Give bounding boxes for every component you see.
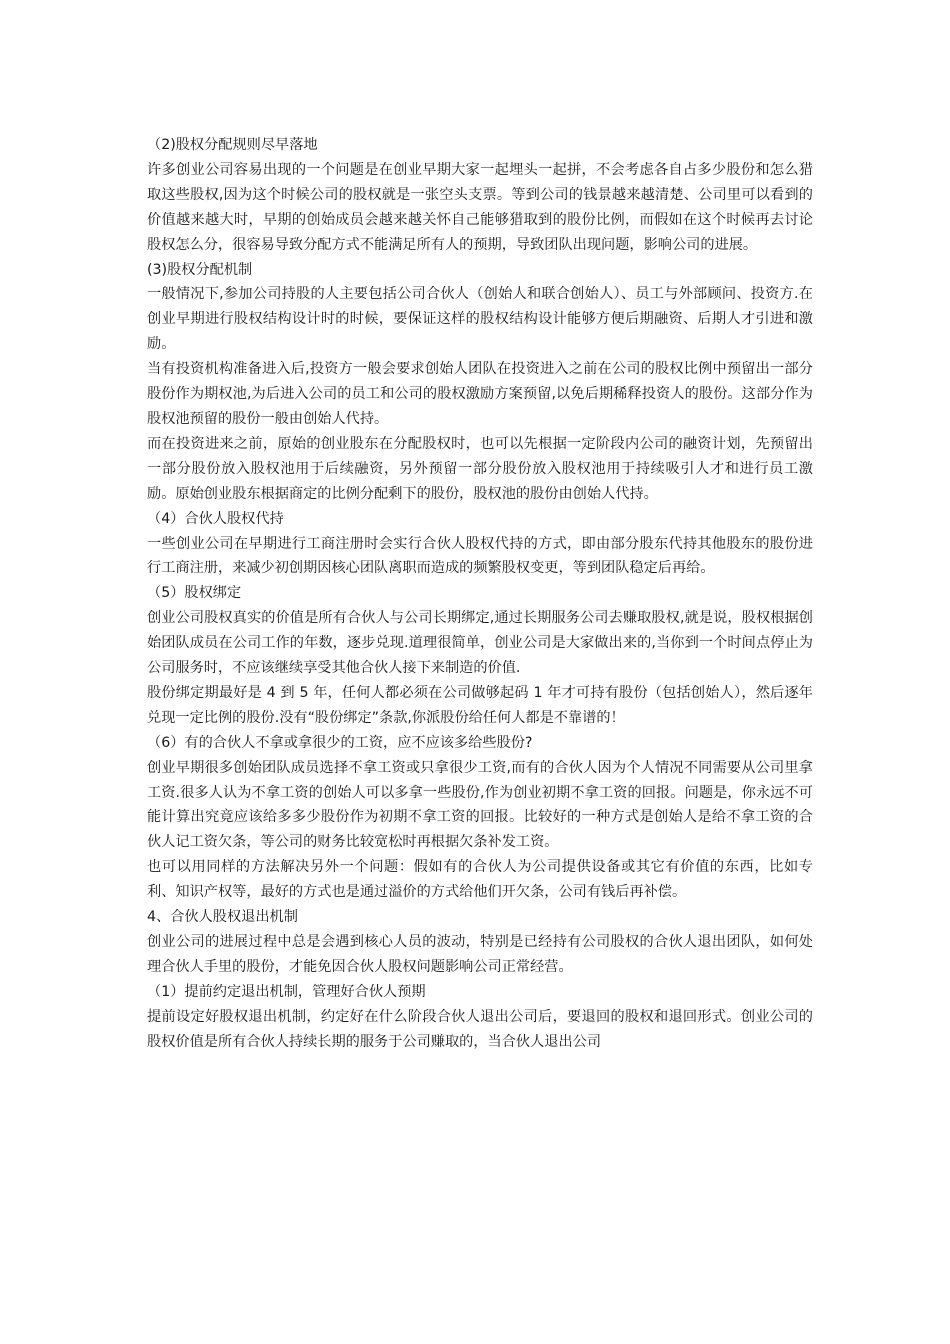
section-heading: （4）合伙人股权代持	[147, 510, 284, 527]
body-paragraph: 股份绑定期最好是 4 到 5 年，任何人都必须在公司做够起码 1 年才可持有股份（包括创始人），然后逐年兑现一定比例的股份.没有“股份绑定”条款,你派股份给任何人都是不靠谱的！	[147, 684, 813, 726]
body-paragraph: 创业早期很多创始团队成员选择不拿工资或只拿很少工资,而有的合伙人因为个人情况不同需要从公司里拿工资.很多人认为不拿工资的创始人可以多拿一些股份,作为创业初期不拿工资的回报。问题是，你永远不可能计算出究竟应该给多多少股份作为初期不拿工资的回报。比较好的一种方式是创始人是给不拿工资的合伙人记工资欠条，等公司的财务比较宽松时再根据欠条补发工资。	[147, 759, 813, 851]
section-heading: （6）有的合伙人不拿或拿很少的工资，应不应该多给些股份?	[147, 734, 533, 751]
body-paragraph: 提前设定好股权退出机制，约定好在什么阶段合伙人退出公司后，要退回的股权和退回形式。创业公司的股权价值是所有合伙人持续长期的服务于公司赚取的，当合伙人退出公司	[147, 1008, 813, 1050]
body-paragraph: 创业公司股权真实的价值是所有合伙人与公司长期绑定,通过长期服务公司去赚取股权,就是说，股权根据创始团队成员在公司工作的年数，逐步兑现.道理很简单，创业公司是大家做出来的,当你到一个时间点停止为公司服务时，不应该继续享受其他合伙人接下来制造的价值.	[147, 610, 813, 677]
section-heading: (3)股权分配机制	[147, 261, 253, 278]
body-paragraph: 而在投资进来之前，原始的创业股东在分配股权时，也可以先根据一定阶段内公司的融资计划，先预留出一部分股份放入股权池用于后续融资，另外预留一部分股份放入股权池用于持续吸引人才和进行员工激励。原始创业股东根据商定的比例分配剩下的股份，股权池的股份由创始人代持。	[147, 435, 813, 502]
body-paragraph: 也可以用同样的方法解决另外一个问题：假如有的合伙人为公司提供设备或其它有价值的东西，比如专利、知识产权等，最好的方式也是通过溢价的方式给他们开欠条，公司有钱后再补偿。	[147, 859, 813, 901]
body-paragraph: 当有投资机构准备进入后,投资方一般会要求创始人团队在投资进入之前在公司的股权比例中预留出一部分股份作为期权池,为后进入公司的员工和公司的股权激励方案预留,以免后期稀释投资人的股份。这部分作为股权池预留的股份一般由创始人代持。	[147, 361, 813, 427]
section-heading: （5）股权绑定	[147, 585, 242, 602]
body-paragraph: 一般情况下,参加公司持股的人主要包括公司合伙人（创始人和联合创始人）、员工与外部顾问、投资方.在创业早期进行股权结构设计时的时候，要保证这样的股权结构设计能够方便后期融资、后期人才引进和激励。	[147, 286, 813, 353]
section-heading: （1）提前约定退出机制，管理好合伙人预期	[147, 983, 426, 1000]
body-paragraph: 创业公司的进展过程中总是会遇到核心人员的波动，特别是已经持有公司股权的合伙人退出团队，如何处理合伙人手里的股份，才能免因合伙人股权问题影响公司正常经营。	[147, 934, 813, 975]
body-paragraph: 许多创业公司容易出现的一个问题是在创业早期大家一起埋头一起拼，不会考虑各自占多少股份和怎么猎取这些股权,因为这个时候公司的股权就是一张空头支票。等到公司的钱景越来越清楚、公司里可以看到的价值越来越大时，早期的创始成员会越来越关怀自己能够猎取到的股份比例，而假如在这个时候再去讨论股权怎么分，很容易导致分配方式不能满足所有人的预期，导致团队出现问题，影响公司的进展。	[147, 161, 813, 253]
section-heading: 4、合伙人股权退出机制	[147, 909, 298, 926]
section-heading: （2)股权分配规则尽早落地	[147, 137, 318, 153]
body-paragraph: 一些创业公司在早期进行工商注册时会实行合伙人股权代持的方式，即由部分股东代持其他股东的股份进行工商注册，来减少初创期因核心团队离职而造成的频繁股权变更，等到团队稳定后再给。	[147, 535, 813, 577]
document-body	[147, 133, 813, 1055]
